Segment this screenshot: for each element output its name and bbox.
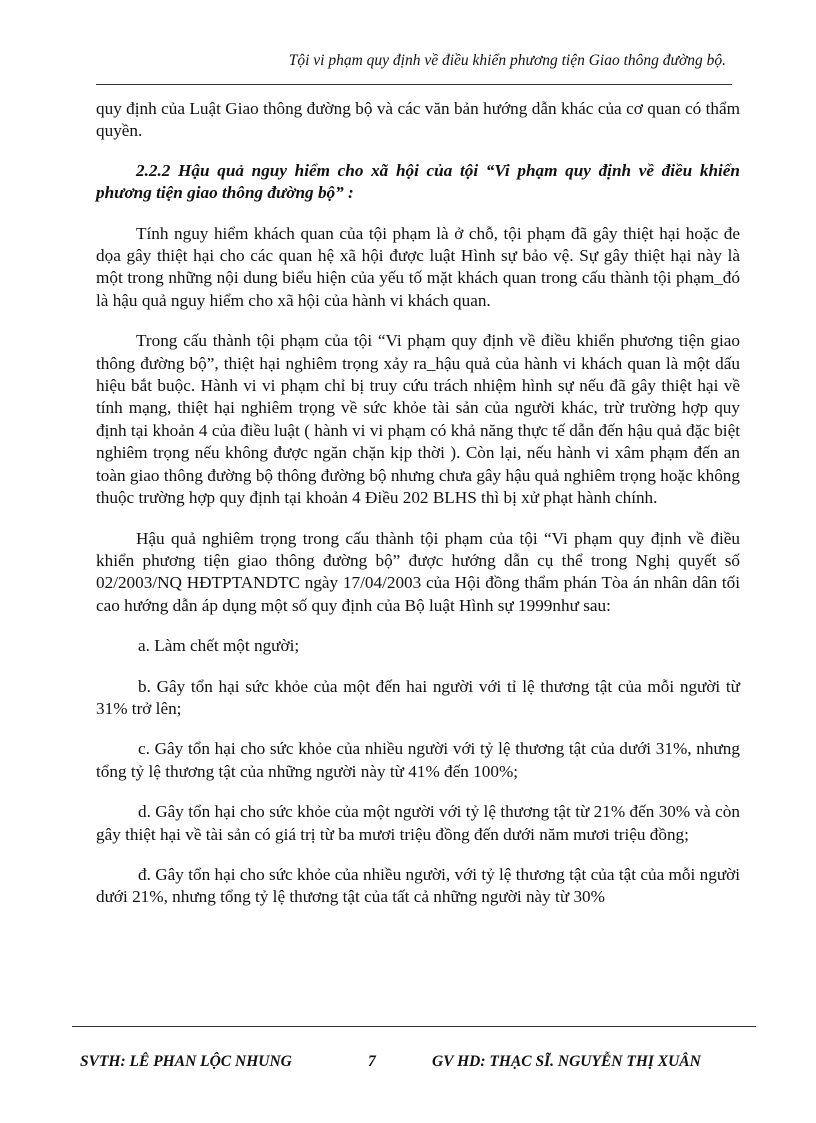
list-item: đ. Gây tổn hại cho sức khỏe của nhiều người, với tỷ lệ thương tật của tật của mỗi người dưới 21%, nhưng tổng tỷ lệ thương tật của tất cả những người này từ 30% [96,864,740,907]
intro-paragraph: quy định của Luật Giao thông đường bộ và các văn bản hướng dẫn khác của cơ quan có thẩm quyền. [96,99,740,141]
footer-divider [72,1026,756,1027]
page-header: Tội vi phạm quy định về điều khiển phương tiện Giao thông đường bộ. [288,52,726,69]
footer-student: SVTH: LÊ PHAN LỘC NHUNG [80,1053,292,1070]
footer-advisor: GV HD: THẠC SĨ. NGUYỄN THỊ XUÂN [432,1053,701,1070]
body-paragraph: Trong cấu thành tội phạm của tội “Vi phạm quy định về điều khiển phương tiện giao thông đường bộ”, thiệt hại nghiêm trọng xảy ra_hậu quả của hành vi khách quan là một dấu hiệu bắt buộc. Hành vi vi phạm chỉ bị truy cứu trách nhiệm hình sự nếu đã gây thiệt hại về tính mạng, thiệt hại nghiêm trọng về sức khỏe tài sản của người khác, trừ trường hợp quy định tại khoản 4 của điều luật ( hành vi vi phạm có khả năng thực tế dẫn đến hậu quả đặc biệt nghiêm trọng nếu không được ngăn chặn kịp thời ). Còn lại, nếu hành vi xâm phạm đến an toàn giao thông đường bộ thông đường bộ nhưng chưa gây hậu quả nghiêm trọng hoặc không thuộc trường hợp quy định tại khoản 4 Điều 202 BLHS thì bị xử phạt hành chính. [96,331,740,508]
document-body [96,98,740,927]
body-paragraph: Tính nguy hiểm khách quan của tội phạm là ở chỗ, tội phạm đã gây thiệt hại hoặc đe dọa gây thiệt hại cho các quan hệ xã hội được luật Hình sự bảo vệ. Sự gây thiệt hại này là một trong những nội dung biểu hiện của yếu tố mặt khách quan trong cấu thành tội phạm_đó là hậu quả nguy hiểm cho xã hội của hành vi khách quan. [96,223,740,310]
list-item: c. Gây tổn hại cho sức khỏe của nhiều người với tỷ lệ thương tật của dưới 31%, nhưng tổng tỷ lệ thương tật của những người này từ 41% đến 100%; [96,739,740,781]
body-paragraph: Hậu quả nghiêm trọng trong cấu thành tội phạm của tội “Vi phạm quy định về điều khiển phương tiện giao thông đường bộ” được hướng dẫn cụ thể trong Nghị quyết số 02/2003/NQ HĐTPTANDTC ngày 17/04/2003 của Hội đồng thẩm phán Tòa án nhân dân tối cao hướng dẫn áp dụng một số quy định của Bộ luật Hình sự 1999như sau: [96,528,740,615]
header-divider [96,84,732,85]
list-item: b. Gây tổn hại sức khỏe của một đến hai người với tỉ lệ thương tật của mỗi người từ 31% trở lên; [96,676,740,718]
list-item: d. Gây tổn hại cho sức khỏe của một người với tỷ lệ thương tật từ 21% đến 30% và còn gây thiệt hại về tài sản có giá trị từ ba mươi triệu đồng đến dưới năm mươi triệu đồng; [96,802,740,844]
page-number: 7 [368,1053,376,1070]
list-item: a. Làm chết một người; [138,636,300,656]
section-heading: 2.2.2 Hậu quả nguy hiểm cho xã hội của tội “Vi phạm quy định về điều khiển phương tiện giao thông đường bộ” : [96,160,740,203]
